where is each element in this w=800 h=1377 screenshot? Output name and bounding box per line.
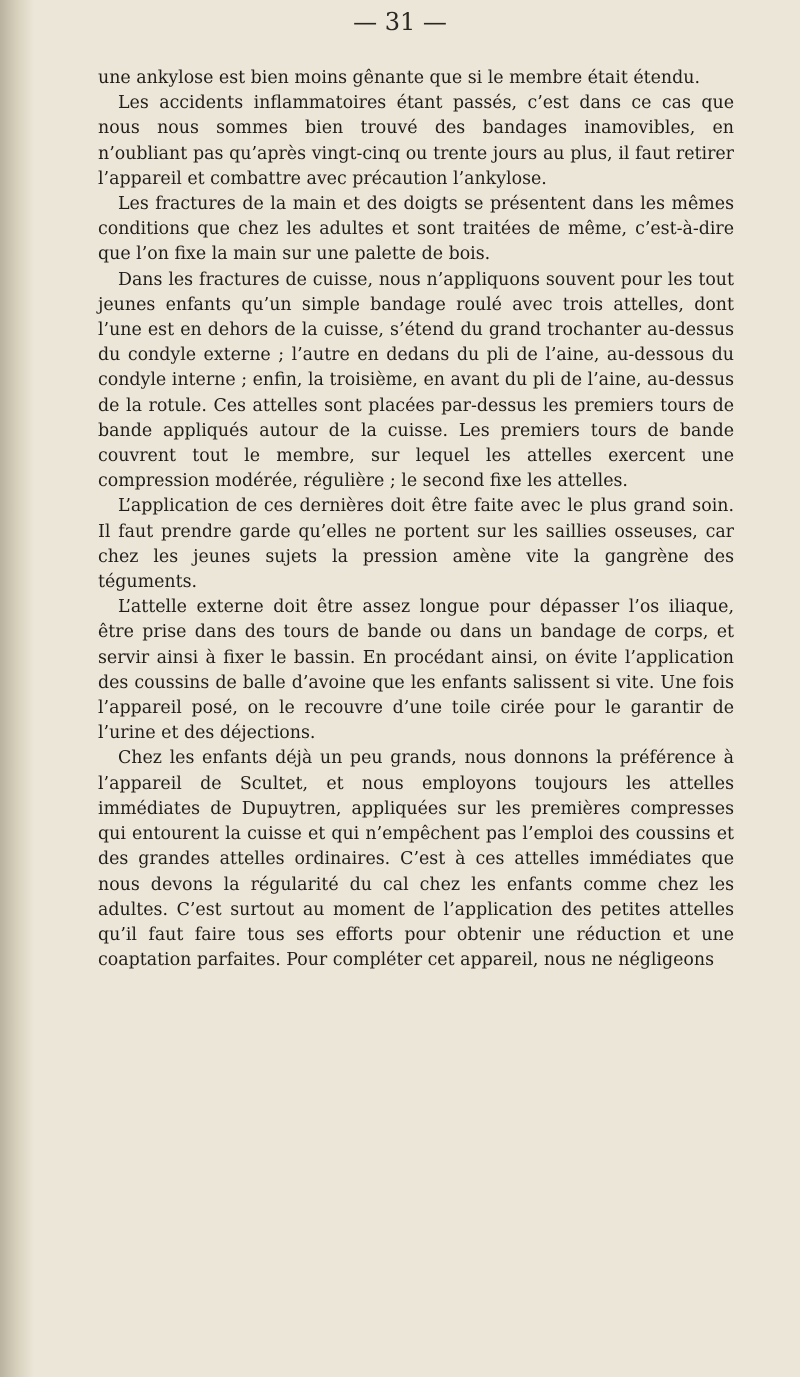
body-text [98, 66, 734, 973]
paragraph: Chez les enfants déjà un peu grands, nous donnons la préférence à l’appareil de Scultet, et nous employons toujours les attelles immédiates de Dupuytren, appliquées sur les premières compresses qui entourent la cuisse et qui n’empêchent pas l’emploi des coussins et des grandes attelles ordinaires. C’est à ces attelles immédiates que nous devons la régularité du cal chez les enfants comme chez les adultes. C’est surtout au moment de l’application des petites attelles qu’il faut faire tous ses efforts pour obtenir une réduction et une coaptation parfaites. Pour compléter cet appareil, nous ne négligeons [98, 748, 734, 971]
paragraph-continuation: une ankylose est bien moins gênante que si le membre était étendu. [98, 68, 700, 88]
paragraph: L’attelle externe doit être assez longue pour dépasser l’os iliaque, être prise dans des tours de bande ou dans un bandage de corps, et servir ainsi à fixer le bassin. En procédant ainsi, on évite l’application des coussins de balle d’avoine que les enfants salissent si vite. Une fois l’appareil posé, on le recouvre d’une toile cirée pour le garantir de l’urine et des déjections. [98, 597, 734, 744]
binding-shadow [0, 0, 34, 1377]
page-number: — 31 — [353, 8, 447, 36]
paragraph: Les accidents inflammatoires étant passés, c’est dans ce cas que nous nous sommes bien trouvé des bandages inamovibles, en n’oubliant pas qu’après vingt-cinq ou trente jours au plus, il faut retirer l’appareil et combattre avec précaution l’ankylose. [98, 93, 734, 189]
paragraph: Les fractures de la main et des doigts se présentent dans les mêmes conditions que chez les adultes et sont traitées de même, c’est-à-dire que l’on fixe la main sur une palette de bois. [98, 194, 734, 265]
paragraph: Dans les fractures de cuisse, nous n’appliquons souvent pour les tout jeunes enfants qu’un simple bandage roulé avec trois attelles, dont l’une est en dehors de la cuisse, s’étend du grand trochanter au-dessus du condyle externe ; l’autre en dedans du pli de l’aine, au-dessous du condyle interne ; enfin, la troisième, en avant du pli de l’aine, au-dessus de la rotule. Ces attelles sont placées par-dessus les premiers tours de bande appliqués autour de la cuisse. Les premiers tours de bande couvrent tout le membre, sur lequel les attelles exercent une compression modérée, régulière ; le second fixe les attelles. [98, 269, 734, 492]
paragraph: L’application de ces dernières doit être faite avec le plus grand soin. Il faut prendre garde qu’elles ne portent sur les saillies osseuses, car chez les jeunes sujets la pression amène vite la gangrène des téguments. [98, 496, 734, 593]
